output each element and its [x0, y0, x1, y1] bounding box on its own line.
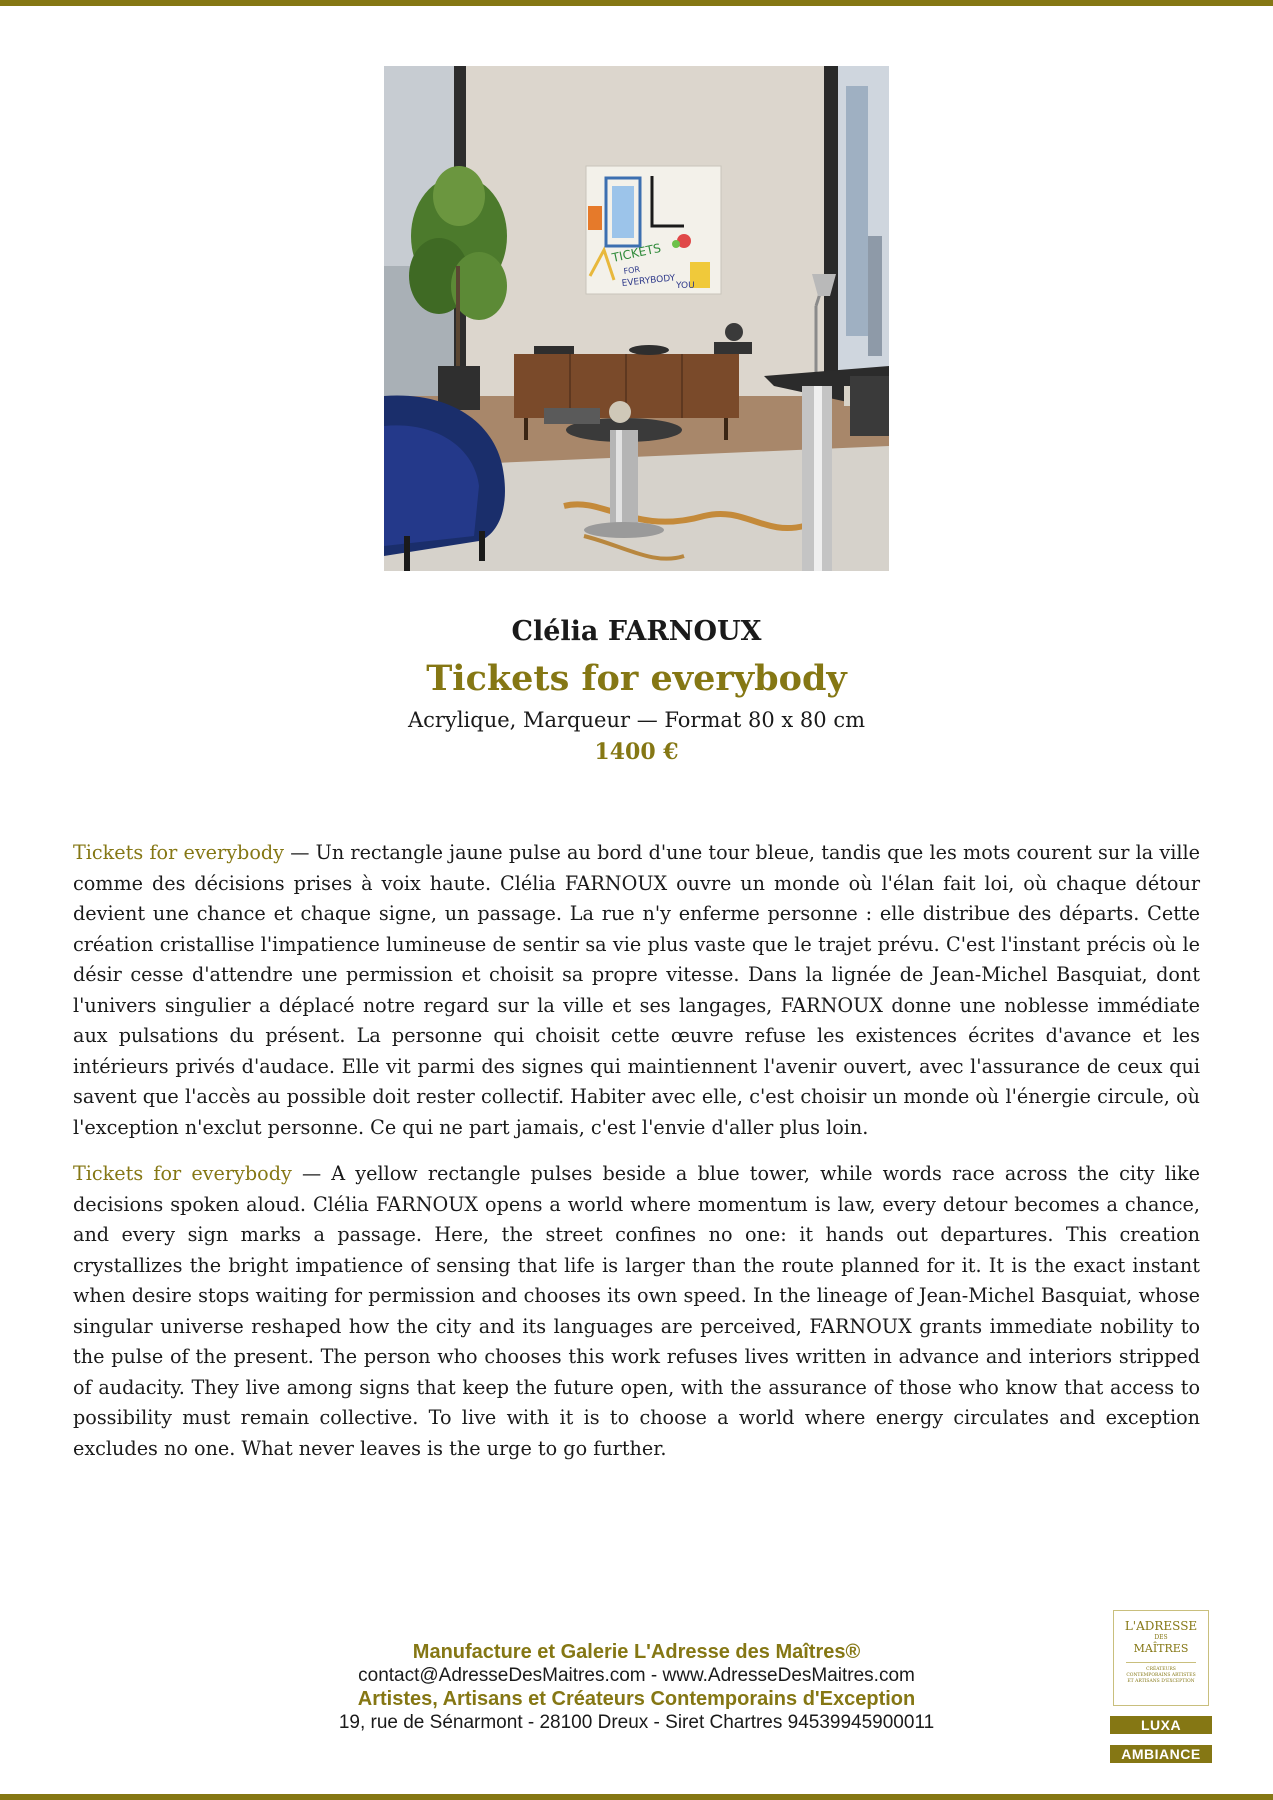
luxa-badge: LUXA: [1110, 1716, 1212, 1734]
artwork-price: 1400 €: [594, 739, 679, 765]
interior-scene-illustration: [384, 66, 889, 571]
footer-gallery: Manufacture et Galerie L'Adresse des Maîtres®: [412, 1641, 861, 1663]
description-en: [73, 1159, 1200, 1464]
logo-line-3: MAÎTRES: [1133, 1642, 1189, 1655]
logo-divider: [1126, 1662, 1196, 1663]
top-border: [0, 0, 1273, 6]
painting-word-you: YOU: [676, 281, 695, 291]
artwork-header: [0, 612, 1273, 768]
logo-line-2: DES: [1154, 1634, 1168, 1641]
painting: [586, 166, 721, 294]
artist-name: Clélia FARNOUX: [511, 616, 762, 647]
artwork-interior-photo: [384, 66, 889, 571]
artwork-medium: Acrylique, Marqueur — Format 80 x 80 cm: [407, 708, 866, 732]
logo-line-1: L'ADRESSE: [1124, 1619, 1198, 1633]
footer-contact: contact@AdresseDesMaitres.com - www.AdresseDesMaitres.com: [358, 1665, 915, 1686]
artwork-description: [73, 838, 1200, 1480]
footer-tagline: Artistes, Artisans et Créateurs Contemporains d'Exception: [357, 1688, 916, 1710]
bottom-border: [0, 1794, 1273, 1800]
gallery-logo: [1113, 1610, 1209, 1706]
description-fr: [73, 838, 1200, 1143]
right-window-frame: [824, 66, 838, 411]
ambiance-badge: AMBIANCE: [1110, 1745, 1212, 1763]
description-fr-text: — Un rectangle jaune pulse au bord d'une tour bleue, tandis que les mots courent sur la ville comme des décisions prises à voix haute. Clélia FARNOUX ouvre un monde où l'élan fait loi, où chaque détour devient une chance et chaque signe, un passage. La rue n'y enferme personne : elle distribue des départs. Cette création cristallise l'impatience lumineuse de sentir sa vie plus vaste que le trajet prévu. C'est l'instant précis où le désir cesse d'attendre une permission et choisit sa propre vitesse. Dans la lignée de Jean-Michel Basquiat, dont l'univers singulier a déplacé notre regard sur la ville et ses langages, FARNOUX donne une noblesse immédiate aux pulsations du présent. La personne qui choisit cette œuvre refuse les existences écrites d'avance et les intérieurs privés d'audace. Elle vit parmi des signes qui maintiennent l'avenir ouvert, avec l'assurance de ceux qui savent que l'accès au possible doit rester collectif. Habiter avec elle, c'est choisir un monde où l'énergie circule, où l'exception n'exclut personne. Ce qui ne part jamais, c'est l'envie d'aller plus loin.: [73, 841, 1200, 1139]
description-fr-lead: Tickets for everybody: [73, 841, 285, 864]
desk-chair: [850, 376, 889, 436]
painting-word-everybody: EVERYBODY: [621, 273, 676, 289]
footer-address: 19, rue de Sénarmont - 28100 Dreux - Siret Chartres 94539945900011: [338, 1712, 935, 1733]
painting-word-tickets: TICKETS: [610, 240, 663, 265]
artwork-title: Tickets for everybody: [426, 658, 847, 699]
logo-line-4: CRÉATEURS CONTEMPORAINS ARTISTES ET ARTISANS D'EXCEPTION: [1126, 1667, 1196, 1684]
description-en-text: — A yellow rectangle pulses beside a blue tower, while words race across the city like decisions spoken aloud. Clélia FARNOUX opens a world where momentum is law, every detour becomes a chance, and every sign marks a passage. Here, the street confines no one: it hands out departures. This creation crystallizes the bright impatience of sensing that life is larger than the route planned for it. It is the exact instant when desire stops waiting for permission and chooses its own speed. In the lineage of Jean-Michel Basquiat, whose singular universe reshaped how the city and its languages are perceived, FARNOUX grants immediate nobility to the pulse of the present. The person who chooses this work refuses lives written in advance and interiors stripped of audacity. They live among signs that keep the future open, with the assurance of those who know that access to possibility must remain collective. To live with it is to choose a world where energy circulates and exception excludes no one. What never leaves is the urge to go further.: [73, 1162, 1201, 1460]
footer: [250, 1640, 1023, 1734]
description-en-lead: Tickets for everybody: [73, 1162, 292, 1185]
painting-word-for: FOR: [623, 264, 641, 276]
